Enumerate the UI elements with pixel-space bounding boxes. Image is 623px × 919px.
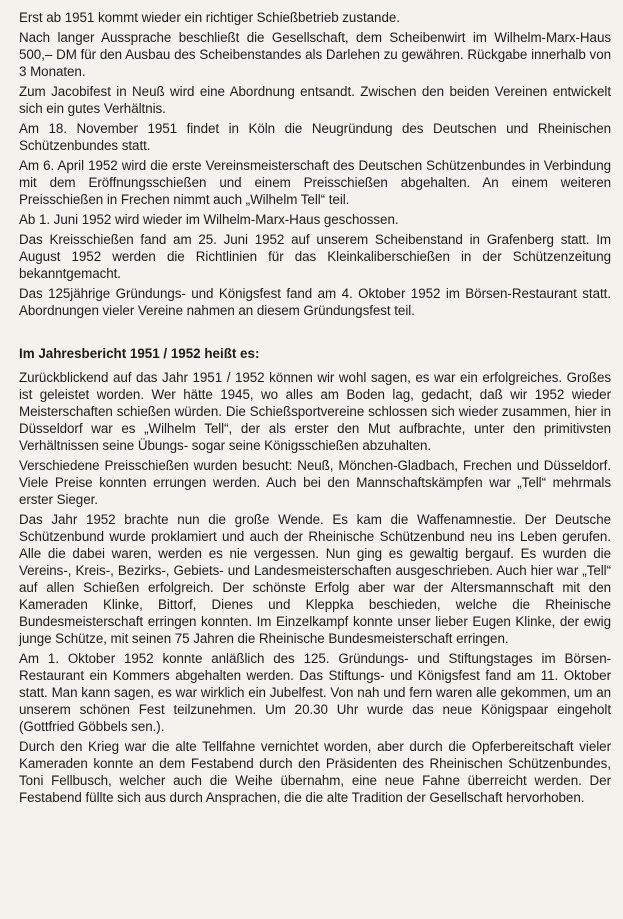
section-chronicle	[19, 9, 611, 319]
section-annual-report	[19, 345, 611, 806]
section-heading: Im Jahresbericht 1951 / 1952 heißt es:	[19, 346, 260, 361]
paragraph: Zurückblickend auf das Jahr 1951 / 1952 können wir wohl sagen, es war ein erfolgreiches. Großes ist geleistet worden. Wer hätte 1945, wo alles am Boden lag, gedacht, daß wir 1952 wieder Meisterschaften schießen würden. Die Schießsportvereine schlossen sich wieder zusammen, hier in Düsseldorf war es „Wilhelm Tell“, der als erster den Mut aufbrachte, unter den primitivsten Verhältnissen seine Übungs- sogar seine Königsschießen abzuhalten.	[19, 370, 611, 453]
paragraph: Das 125jährige Gründungs- und Königsfest fand am 4. Oktober 1952 im Börsen-Restaurant statt. Abordnungen vieler Vereine nahmen an diesem Gründungsfest teil.	[19, 286, 611, 318]
paragraph: Am 6. April 1952 wird die erste Vereinsmeisterschaft des Deutschen Schützenbundes in Verbindung mit dem Eröffnungsschießen und einem Preisschießen abgehalten. An einem weiteren Preisschießen in Frechen nimmt auch „Wilhelm Tell“ teil.	[19, 158, 611, 207]
paragraph: Ab 1. Juni 1952 wird wieder im Wilhelm-Marx-Haus geschossen.	[19, 212, 399, 227]
paragraph: Das Kreisschießen fand am 25. Juni 1952 auf unserem Scheibenstand in Grafenberg statt. Im August 1952 werden die Richtlinien für das Kleinkaliberschießen in der Schützenzeitung bekanntgemacht.	[19, 232, 611, 281]
paragraph: Erst ab 1951 kommt wieder ein richtiger Schießbetrieb zustande.	[19, 10, 400, 25]
paragraph: Das Jahr 1952 brachte nun die große Wende. Es kam die Waffenamnestie. Der Deutsche Schützenbund wurde proklamiert und auch der Rheinische Schützenbund neu ins Leben gerufen. Alle die dabei waren, werden es nie vergessen. Nun ging es gewaltig bergauf. Es wurden die Vereins-, Kreis-, Bezirks-, Gebiets- und Landesmeisterschaften ausgeschrieben. Auch hier war „Tell“ auf allen Schießen erfolgreich. Der schönste Erfolg aber war der Altersmannschaft mit den Kameraden Klinke, Bittorf, Dienes und Kleppka beschieden, welche die Rheinische Bundesmeisterschaft erringen konnten. Im Einzelkampf konnte unser lieber Eugen Klinke, der ewig junge Schütze, mit seinen 75 Jahren die Rheinische Bundesmeisterschaft erringen.	[19, 512, 611, 646]
paragraph: Durch den Krieg war die alte Tellfahne vernichtet worden, aber durch die Opferbereitschaft vieler Kameraden konnte an dem Festabend durch den Präsidenten des Rheinischen Schützenbundes, Toni Fellbusch, welcher auch die Weihe übernahm, eine neue Fahne überreicht werden. Der Festabend füllte sich aus durch Ansprachen, die die alte Tradition der Gesellschaft hervorhoben.	[19, 739, 611, 805]
paragraph: Nach langer Aussprache beschließt die Gesellschaft, dem Scheibenwirt im Wilhelm-Marx-Haus 500,– DM für den Ausbau des Scheibenstandes als Darlehen zu gewähren. Rückgabe innerhalb von 3 Monaten.	[19, 30, 611, 79]
paragraph: Zum Jacobifest in Neuß wird eine Abordnung entsandt. Zwischen den beiden Vereinen entwickelt sich ein gutes Verhältnis.	[19, 84, 611, 116]
paragraph: Am 1. Oktober 1952 konnte anläßlich des 125. Gründungs- und Stiftungstages im Börsen-Restaurant ein Kommers abgehalten werden. Das Stiftungs- und Königsfest fand am 11. Oktober statt. Man kann sagen, es war wirklich ein Jubelfest. Von nah und fern waren alle gekommen, um an unserem schönen Fest teilzunehmen. Um 20.30 Uhr wurde das neue Königspaar eingeholt (Gottfried Göbbels sen.).	[19, 651, 611, 734]
paragraph: Verschiedene Preisschießen wurden besucht: Neuß, Mönchen-Gladbach, Frechen und Düsseldorf. Viele Preise konnten errungen werden. Auch bei den Mannschaftskämpfen war „Tell“ mehrmals erster Sieger.	[19, 458, 611, 507]
paragraph: Am 18. November 1951 findet in Köln die Neugründung des Deutschen und Rheinischen Schützenbundes statt.	[19, 121, 611, 153]
